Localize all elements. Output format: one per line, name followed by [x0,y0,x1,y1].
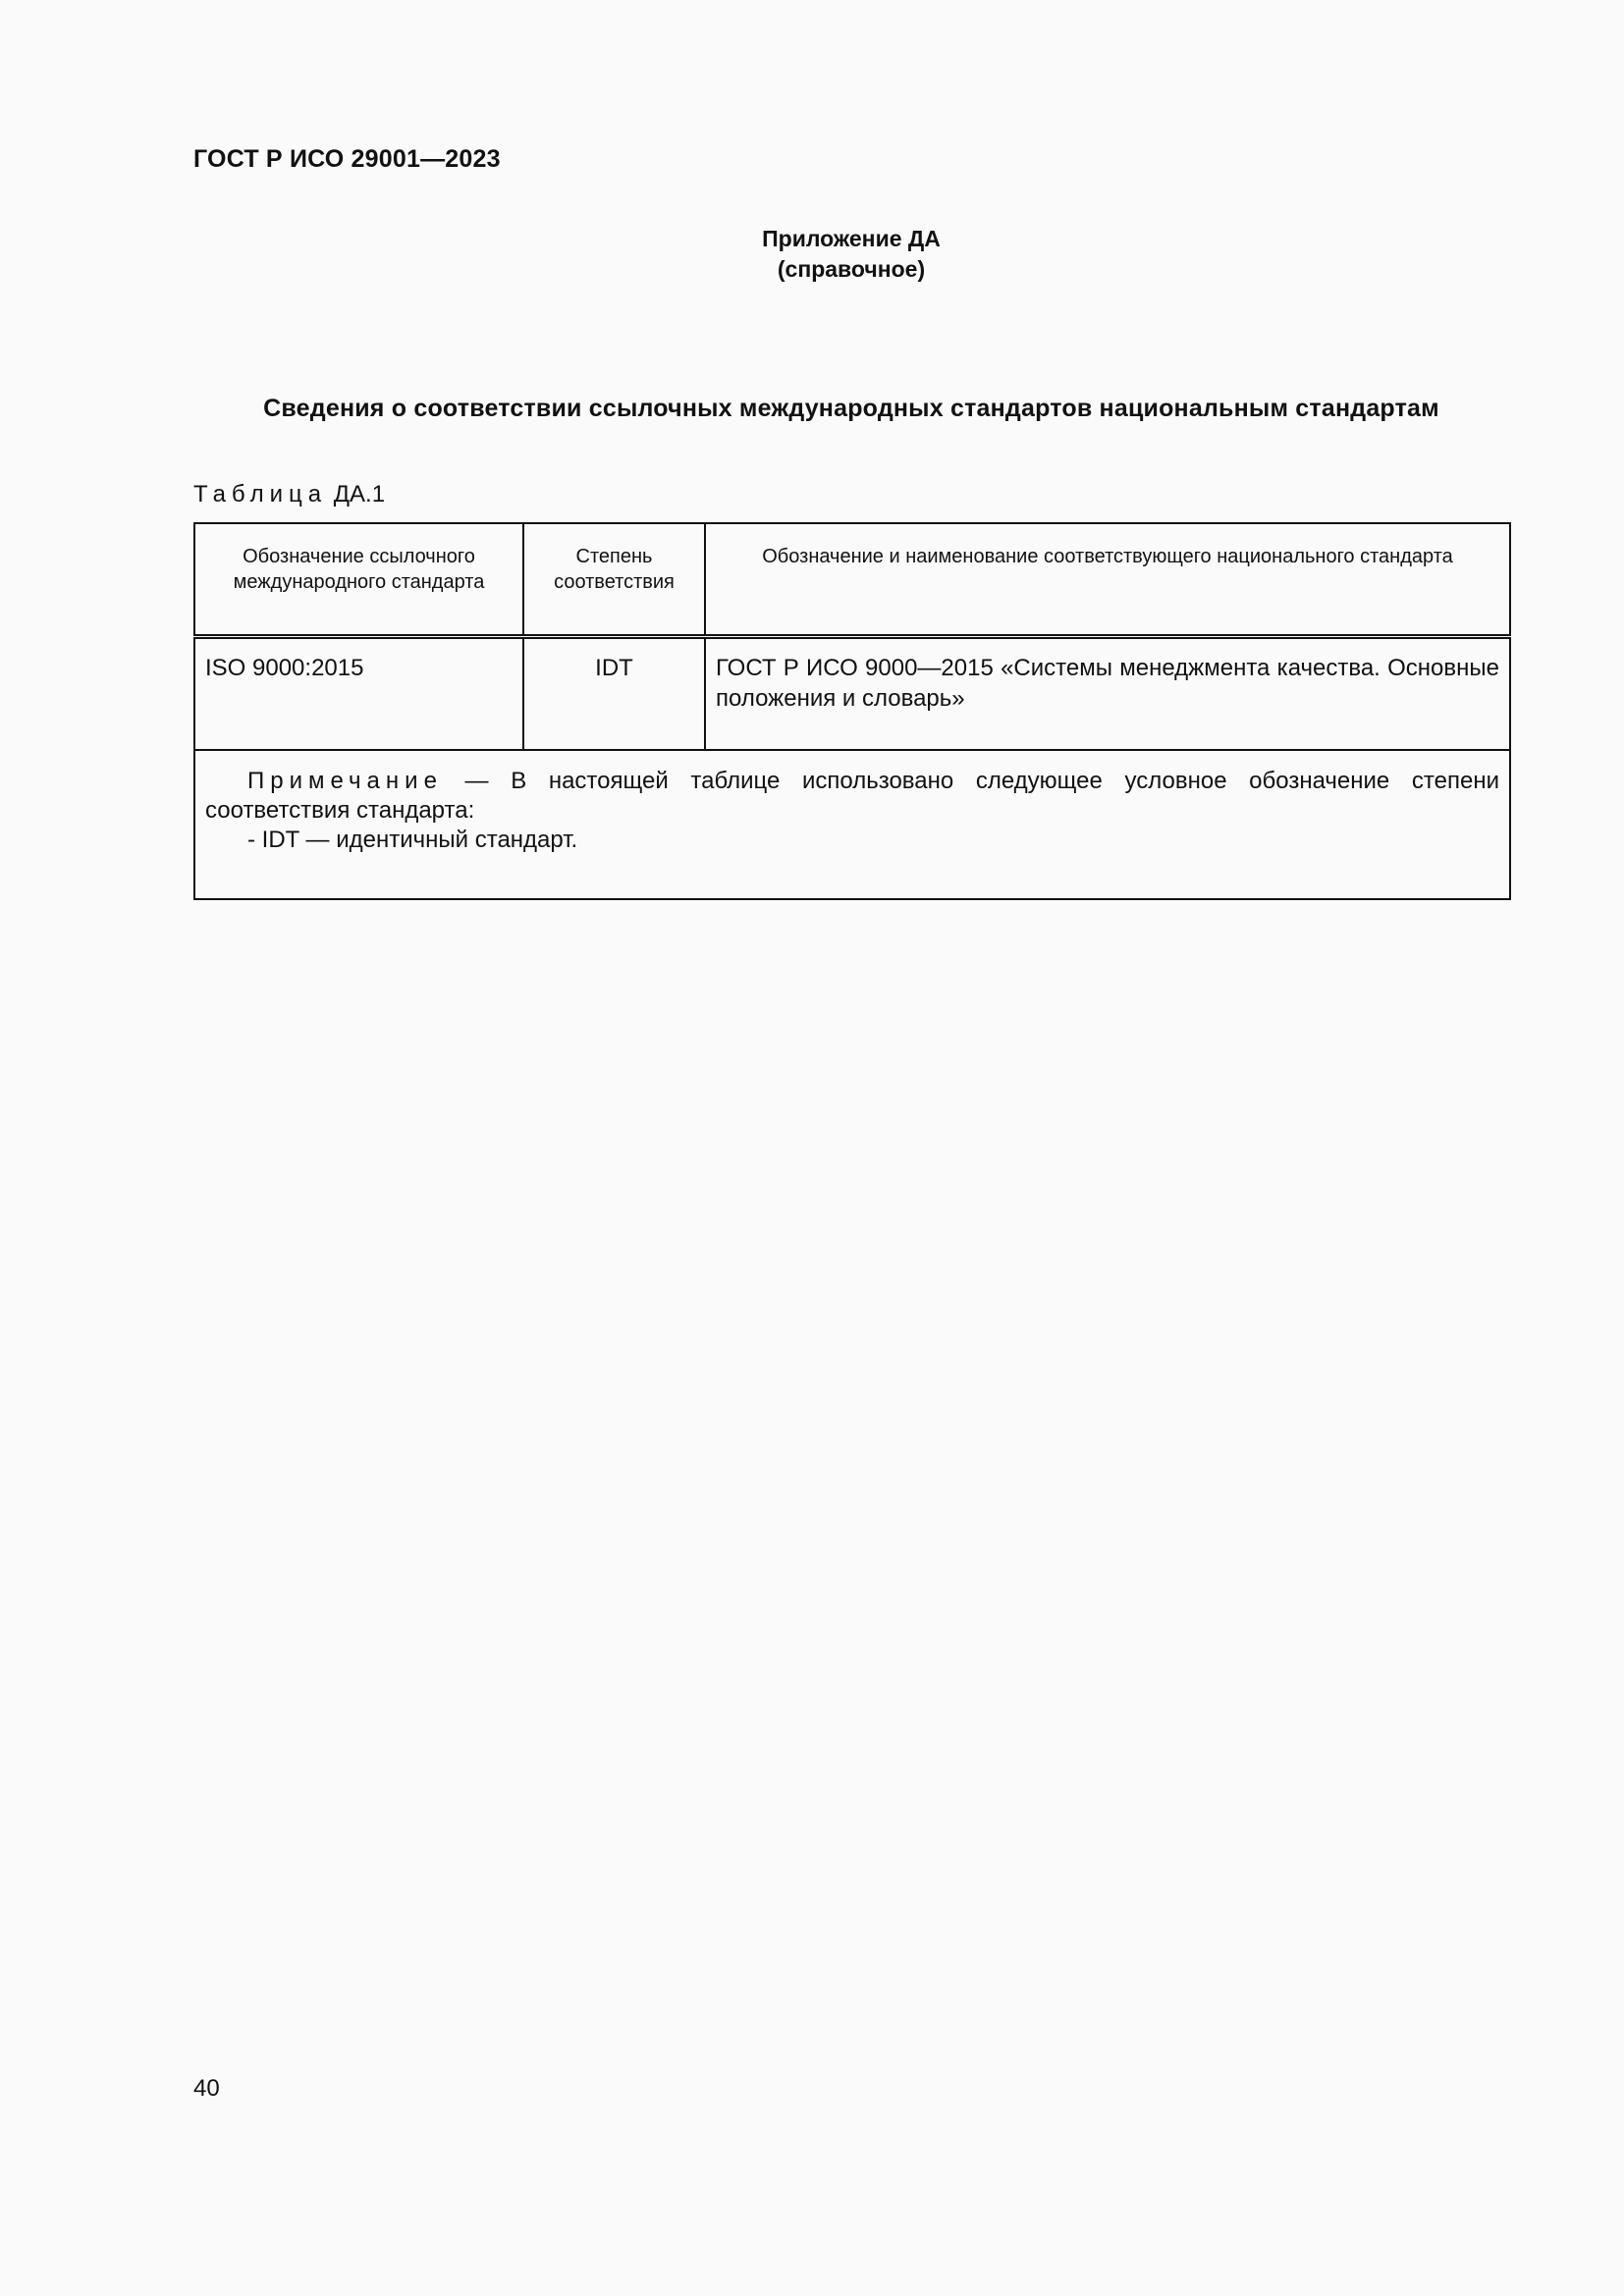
column-header-international: Обозначение ссылочного международного стандарта [194,523,523,637]
note-label: Примечание [247,768,443,794]
cell-degree: IDT [523,637,705,751]
table-note [194,750,1510,899]
cell-national-standard: ГОСТ Р ИСО 9000—2015 «Системы менеджмента качества. Основные положения и словарь» [705,637,1510,751]
section-title: Сведения о соответствии ссылочных международных стандартов национальным стандартам [263,395,1439,422]
correspondence-table [193,522,1511,900]
appendix-heading [0,224,1624,285]
cell-international-standard: ISO 9000:2015 [194,637,523,751]
table-caption [193,481,385,508]
table-caption-label: Таблица [193,481,328,507]
note-item: - IDT — идентичный стандарт. [247,827,578,853]
note-paragraph [205,767,1499,826]
appendix-type: (справочное) [777,256,926,282]
table-row [194,637,1510,751]
table-header-row [194,523,1510,637]
column-header-degree: Степень соответствия [523,523,705,637]
column-header-national: Обозначение и наименование соответствующего национального стандарта [705,523,1510,637]
page-number: 40 [193,2075,220,2102]
table-caption-number: ДА.1 [333,481,386,507]
note-text: — В настоящей таблице использовано следующее условное обозначение степени соответствия стандарта: [205,768,1499,824]
appendix-title: Приложение ДА [762,226,941,251]
document-standard-id: ГОСТ Р ИСО 29001—2023 [193,145,501,173]
table-note-row [194,750,1510,899]
